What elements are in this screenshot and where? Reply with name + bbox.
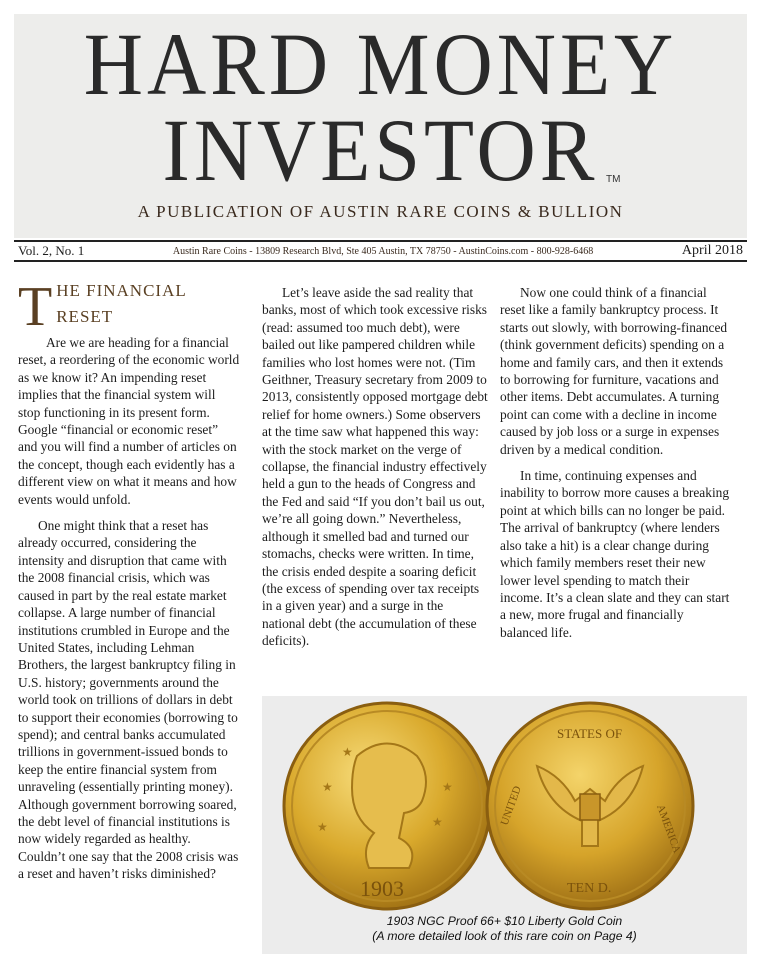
article-headline [18,276,240,338]
caption-line2: (A more detailed look of this rare coin on Page 4) [372,929,637,943]
paragraph: In time, continuing expenses and inability to borrow more causes a breaking point at which bills can no longer be paid. The arrival of bankruptcy (where lenders also take a hit) is a clear change during which family members reset their new lower level spending to match their income. It’s a clean slate and they can start a new, more frugal and financially balanced life. [500,468,730,640]
svg-text:★: ★ [442,780,453,794]
photo-caption [262,914,747,944]
issue-date: April 2018 [681,243,743,258]
coin-date-text: 1903 [360,876,404,901]
coin-denomination: TEN D. [567,881,612,896]
svg-text:★: ★ [322,780,333,794]
svg-text:★: ★ [342,745,353,759]
coin-photo-panel [262,696,747,954]
masthead-title-line2: INVESTOR [162,101,599,200]
publisher-address: Austin Rare Coins - 13809 Research Blvd, Ste 405 Austin, TX 78750 - AustinCoins.com - 800-928-6468 [172,245,594,257]
volume-number: Vol. 2, No. 1 [18,243,85,258]
gold-coin-photo [262,696,747,911]
article-column-2 [262,284,488,659]
drop-cap: T [18,276,53,338]
caption-line1: 1903 NGC Proof 66+ $10 Liberty Gold Coin [386,914,623,928]
paragraph: One might think that a reset has already occurred, considering the intensity and disruption that came with the 2008 financial crisis, which was caused in part by the real estate market collapse. A large number of financial institutions crumbled in Europe and the United States, including Lehman Brothers, the largest bankruptcy filing in U.S. history; governments around the world took on trillions of dollars in debt to support their economies (borrowing to spend); and central banks accumulated trillions in government-issued bonds to keep the entire financial system from unraveling (essentially printing money). Although government borrowing soared, the debt level of financial institutions is now widely regarded as healthy. Couldn’t one say that the 2008 crisis was a reset and haven’t risks diminished? [18,518,239,882]
svg-text:★: ★ [317,820,328,834]
issue-info-bar [14,240,747,262]
paragraph: Now one could think of a financial reset like a family bankruptcy process. It starts out slowly, with borrowing-financed (think government deficits) spending on a home and family cars, and then it extends to borrowing for furniture, vacations and other items. Debt accumulates. A turning point can come with a decline in income caused by job loss or a surge in expenses driven by a medical condition. [500,285,728,457]
masthead-title-line1: HARD MONEY [83,15,678,114]
paragraph: Are we are heading for a financial reset, a reordering of the economic world as we know it? An impending reset implies that the financial system will stop functioning in its present form. Google “financial or economic reset” and you will find a number of articles on the concept, though each evidently has a different view on what it means and how events would unfold. [18,335,240,507]
article-column-1 [18,276,240,892]
svg-text:★: ★ [432,815,443,829]
article-column-3 [500,284,730,650]
coin-legend-top: STATES OF [557,726,623,741]
trademark-mark: TM [606,174,621,185]
headline-line1: HE FINANCIAL [56,281,187,300]
headline-line2: RESET [56,307,114,326]
masthead [14,14,747,238]
coin-reverse [487,703,693,909]
paragraph: Let’s leave aside the sad reality that banks, most of which took excessive risks (read: assumed too much debt), were bailed out like pampered children while families who lost homes were not. (Tim Geithner, Treasury secretary from 2009 to 2013, consistently opposed mortgage debt relief for home owners.) Some observers at the time saw what happened this way: with the stock market on the verge of collapse, the financial industry effectively held a gun to the heads of Congress and the Fed and said “If you don’t bail us out, we’re all going down.” Nevertheless, although it smelled bad and turned our stomachs, checks were written. In time, the crisis ended despite a soaring deficit (the excess of spending over tax receipts in a given year) and a surge in the national debt (the accumulation of these deficits). [262,285,488,649]
masthead-subtitle: A PUBLICATION OF AUSTIN RARE COINS & BULLION [137,202,624,221]
coin-obverse [284,703,490,909]
coin-legend-left: UNITED [498,784,524,828]
coin-legend-right: AMERICA [654,802,683,855]
